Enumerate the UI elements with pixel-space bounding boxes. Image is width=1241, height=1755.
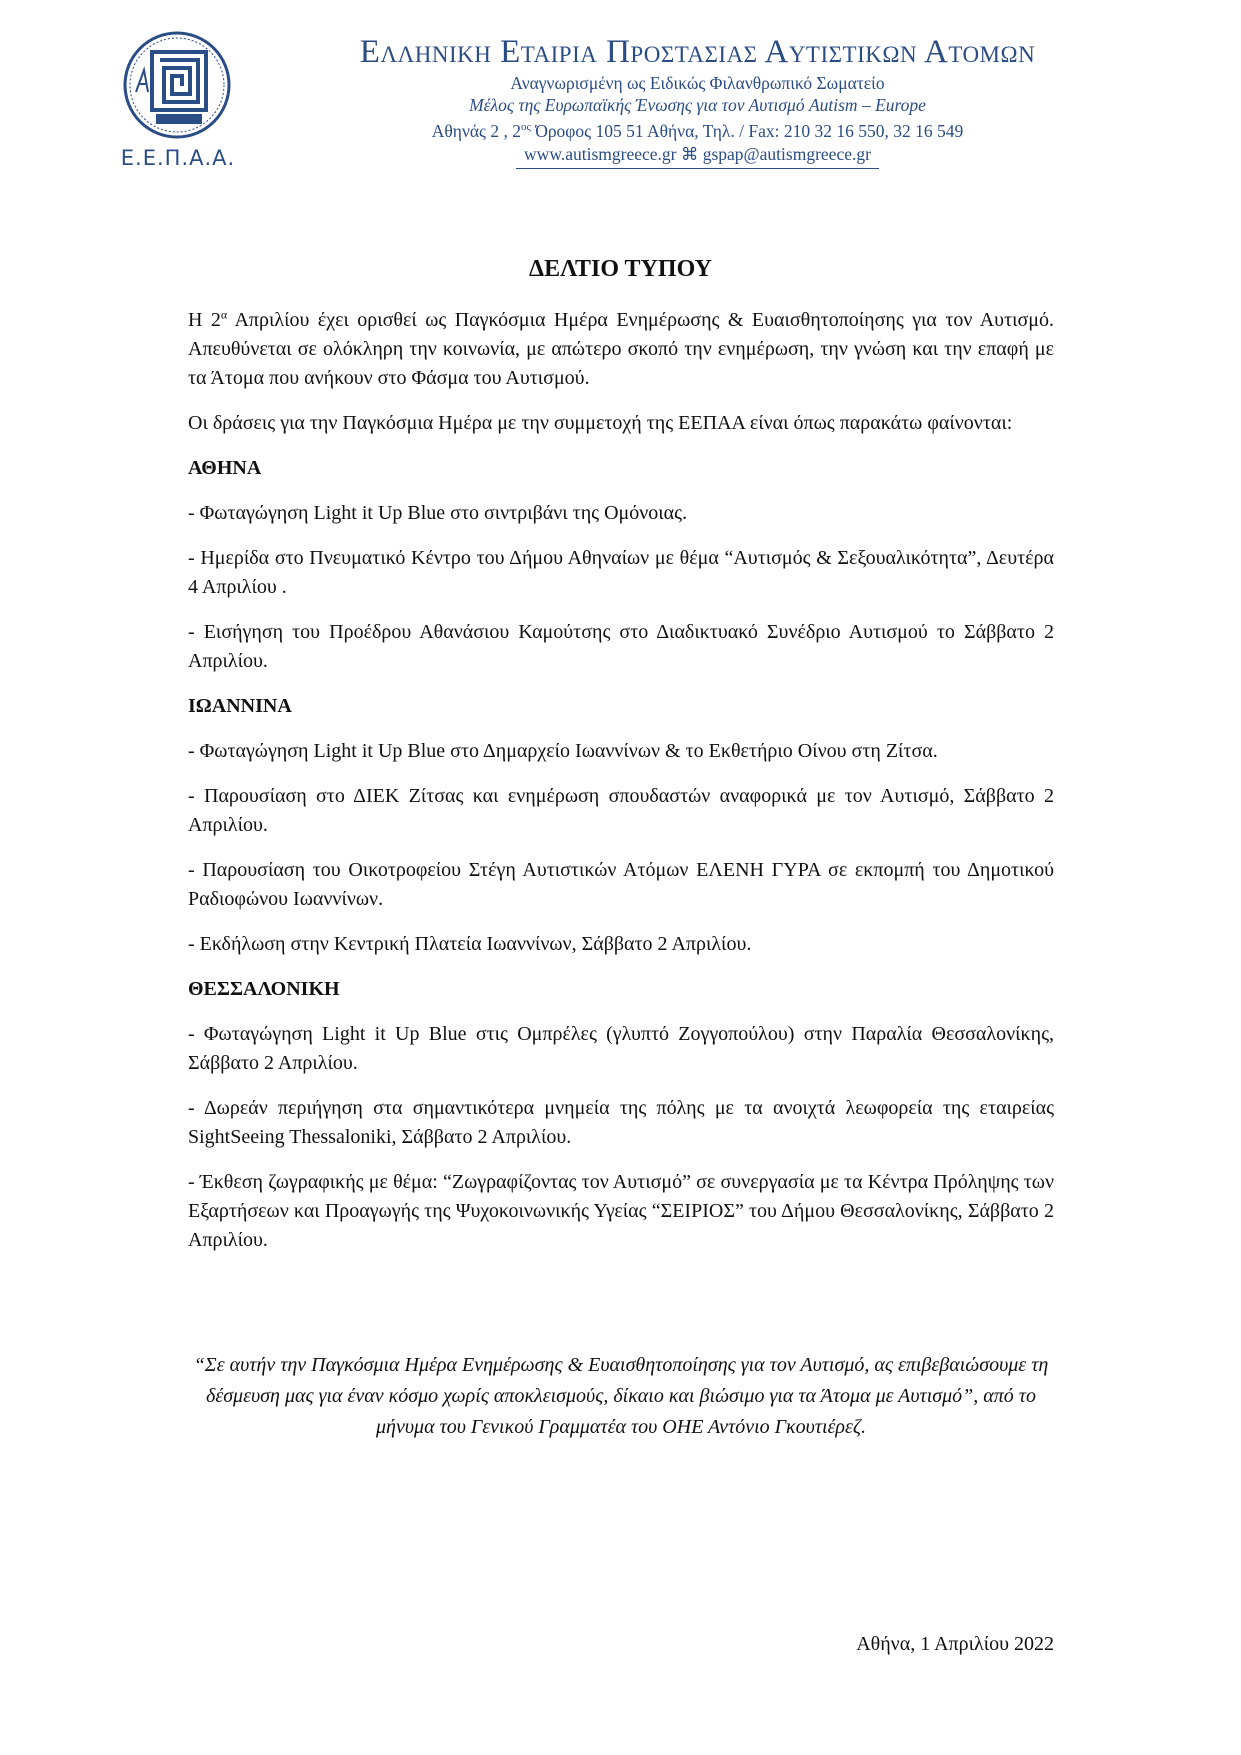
recognition-line: Αναγνωρισμένη ως Ειδικώς Φιλανθρωπικό Σωματείο (510, 73, 885, 93)
document-body (188, 306, 1054, 1271)
list-item: - Έκθεση ζωγραφικής με θέμα: “Ζωγραφίζοντας τον Αυτισμό” σε συνεργασία με τα Κέντρα Πρόληψης των Εξαρτήσεων και Προαγωγής της Ψυχοκοινωνικής Υγείας “ΣΕΙΡΙΟΣ” του Δήμου Θεσσαλονίκης, Σάββατο 2 Απριλίου. (188, 1171, 1054, 1251)
list-item: - Φωταγώγηση Light it Up Blue στο Δημαρχείο Ιωαννίνων & το Εκθετήριο Οίνου στη Ζίτσα. (188, 740, 938, 762)
section-heading-ioannina: ΙΩΑΝΝΙΝΑ (188, 695, 292, 717)
intro-rest: Απριλίου έχει ορισθεί ως Παγκόσμια Ημέρα Ενημέρωσης & Ευαισθητοποίησης για τον Αυτισμό. Απευθύνεται σε ολόκληρη την κοινωνία, με απώτερο σκοπό την ενημέρωση, την γνώση και την επαφή με τα Άτομα που ανήκουν στο Φάσμα του Αυτισμού. (188, 309, 1055, 389)
logo-caption: Ε.Ε.Π.Α.Α. (120, 146, 236, 170)
separator-icon: ⌘ (680, 143, 699, 164)
membership-line: Μέλος της Ευρωπαϊκής Ένωσης για τον Αυτισμό Autism – Europe (469, 95, 926, 115)
list-item: - Φωταγώγηση Light it Up Blue στις Ομπρέλες (γλυπτό Ζογγοπούλου) στην Παραλία Θεσσαλονίκης, Σάββατο 2 Απριλίου. (188, 1023, 1054, 1074)
email-link[interactable]: gspap@autismgreece.gr (702, 143, 871, 164)
document-title: ΔΕΛΤΙΟ ΤΥΠΟΥ (529, 256, 712, 282)
intro-paragraph (188, 306, 1054, 393)
list-item: - Ημερίδα στο Πνευματικό Κέντρο του Δήμου Αθηναίων με θέμα “Αυτισμός & Σεξουαλικότητα”, Δευτέρα 4 Απριλίου . (188, 547, 1054, 598)
list-item: - Δωρεάν περιήγηση στα σημαντικότερα μνημεία της πόλης με τα ανοιχτά λεωφορεία της εταιρείας SightSeeing Thessaloniki, Σάββατο 2 Απριλίου. (188, 1097, 1054, 1148)
section-heading-athens: ΑΘΗΝΑ (188, 457, 262, 479)
list-item: - Παρουσίαση του Οικοτροφείου Στέγη Αυτιστικών Ατόμων ΕΛΕΝΗ ΓΥΡΑ σε εκπομπή του Δημοτικού Ραδιοφώνου Ιωαννίνων. (188, 859, 1054, 910)
contact-line (516, 142, 879, 169)
section-heading-thessaloniki: ΘΕΣΣΑΛΟΝΙΚΗ (188, 978, 340, 1000)
list-item: - Φωταγώγηση Light it Up Blue στο σιντριβάνι της Ομόνοιας. (188, 502, 688, 524)
list-item: - Εκδήλωση στην Κεντρική Πλατεία Ιωαννίνων, Σάββατο 2 Απριλίου. (188, 933, 752, 955)
address-start: Αθηνάς 2 , 2 (431, 120, 521, 141)
organization-logo (122, 30, 232, 140)
labyrinth-seal-icon (122, 30, 232, 140)
website-link[interactable]: www.autismgreece.gr (524, 143, 677, 164)
address-line (250, 116, 1145, 142)
un-quote: “Σε αυτήν την Παγκόσμια Ημέρα Ενημέρωσης & Ευαισθητοποίησης για τον Αυτισμό, ας επιβεβαιώσουμε τη δέσμευση μας για έναν κόσμο χωρίς αποκλεισμούς, δίκαιο και βιώσιμο για τα Άτομα με Αυτισμό”, από το μήνυμα του Γενικού Γραμματέα του ΟΗΕ Αντόνιο Γκουτιέρεζ. (193, 1354, 1049, 1438)
list-item: - Εισήγηση του Προέδρου Αθανάσιου Καμούτσης στο Διαδικτυακό Συνέδριο Αυτισμού το Σάββατο 2 Απριλίου. (188, 621, 1054, 672)
intro-superscript: α (220, 307, 228, 322)
letterhead (250, 32, 1145, 169)
date-signoff: Αθήνα, 1 Απριλίου 2022 (856, 1633, 1054, 1655)
organization-name: Ελληνικη Εταιρια Προστασιας Αυτιστικων Ατομων (359, 34, 1036, 70)
address-end: Όροφος 105 51 Αθήνα, Τηλ. / Fax: 210 32 16 550, 32 16 549 (530, 120, 964, 141)
actions-intro: Οι δράσεις για την Παγκόσμια Ημέρα με την συμμετοχή της ΕΕΠΑΑ είναι όπως παρακάτω φαίνονται: (188, 412, 1013, 434)
list-item: - Παρουσίαση στο ΔΙΕΚ Ζίτσας και ενημέρωση σπουδαστών αναφορικά με τον Αυτισμό, Σάββατο 2 Απριλίου. (188, 785, 1054, 836)
address-superscript: ος (520, 121, 531, 133)
intro-start: Η 2 (188, 309, 221, 331)
